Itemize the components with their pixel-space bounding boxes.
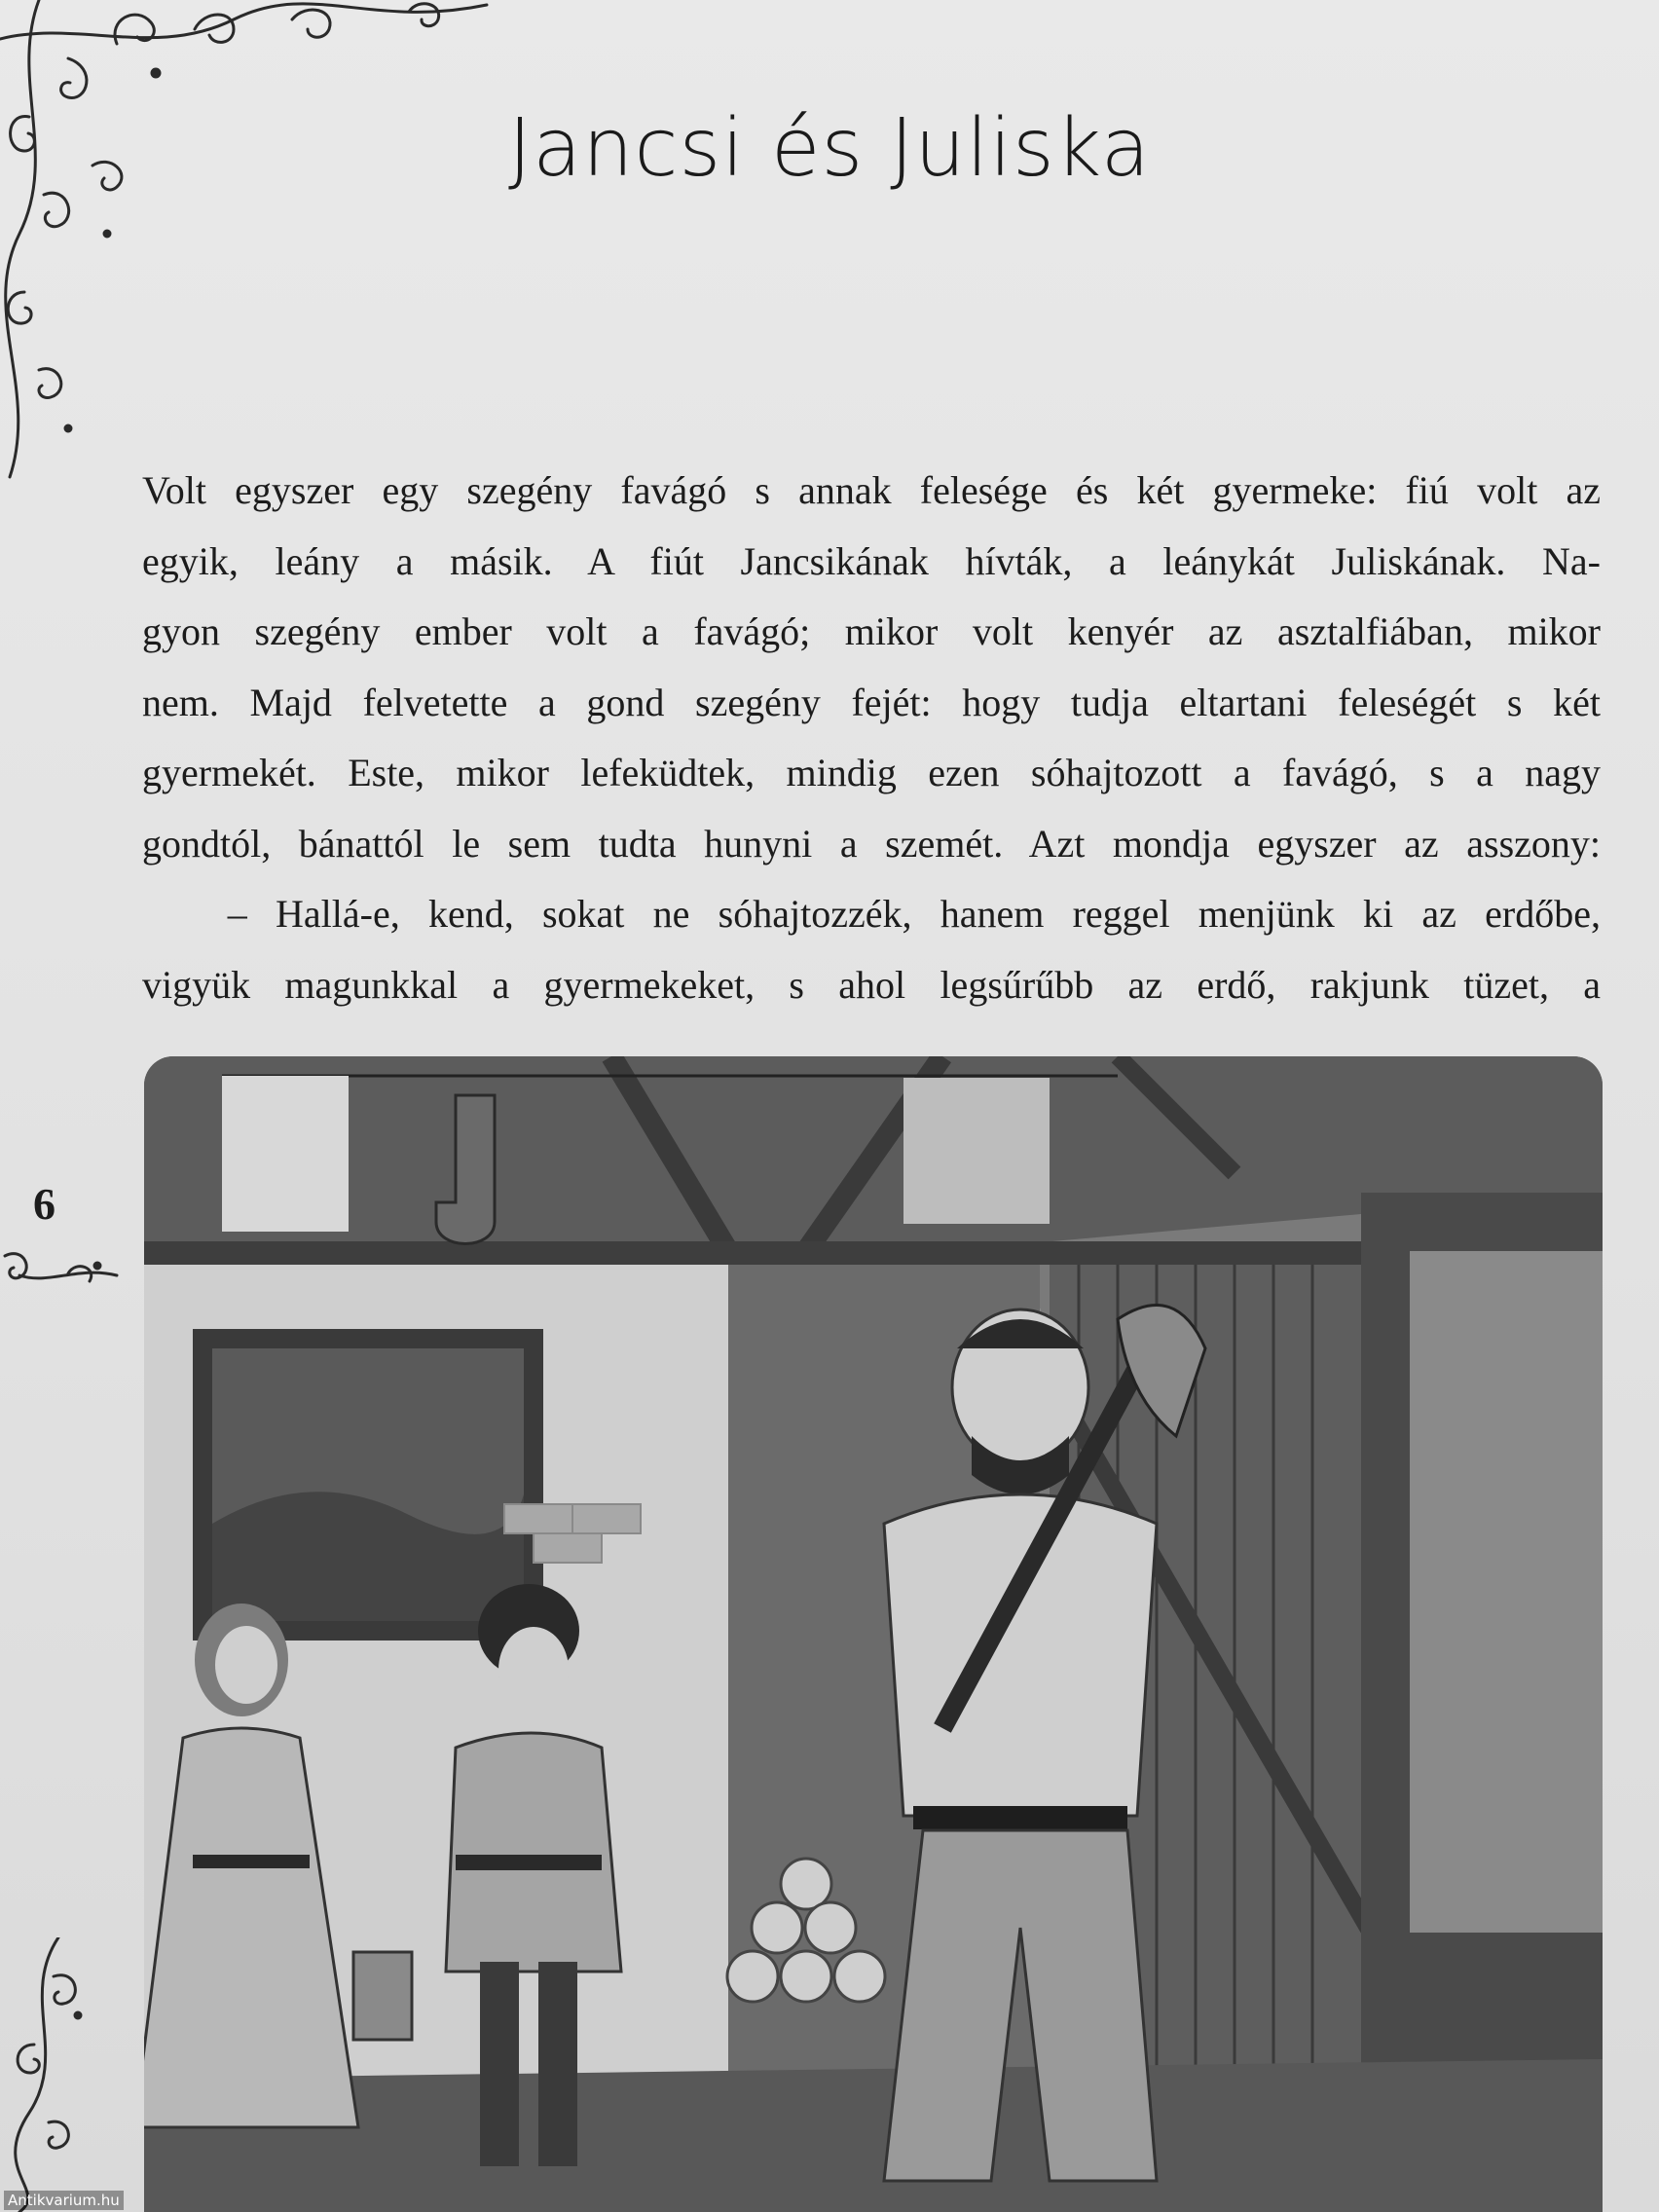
text-line: gyermekét. Este, mikor lefeküdtek, mindig ezen sóhajtozott a favágó, s a nagy — [142, 751, 1601, 794]
bottom-left-floral-ornament — [0, 1937, 107, 2212]
text-line: vigyük magunkkal a gyermekeket, s ahol legsűrűbb az erdő, rakjunk tüzet, a — [142, 962, 1601, 1007]
page-number: 6 — [33, 1179, 55, 1229]
text-line: gondtól, bánattól le sem tudta hunyni a szemét. Azt mondja egyszer az asszony: — [142, 821, 1601, 866]
side-swirl-ornament — [0, 1236, 122, 1314]
top-left-floral-ornament — [0, 0, 506, 487]
text-line: nem. Majd felvetette a gond szegény fejét: hogy tudja eltartani feleségét s két — [142, 680, 1601, 724]
text-line: egyik, leány a másik. A fiút Jancsikának hívták, a leánykát Juliskának. Na- — [142, 538, 1601, 583]
text-line: gyon szegény ember volt a favágó; mikor volt kenyér az asztalfiában, mikor — [142, 609, 1601, 653]
story-title: Jancsi és Juliska — [507, 102, 1152, 195]
watermark: Antikvarium.hu — [4, 2191, 124, 2210]
story-illustration — [144, 1056, 1603, 2212]
text-line: – Hallá-e, kend, sokat ne sóhajtozzék, hanem reggel menjünk ki az erdőbe, — [142, 892, 1601, 936]
story-text — [142, 456, 1601, 1020]
text-line: Volt egyszer egy szegény favágó s annak felesége és két gyermeke: fiú volt az — [142, 468, 1601, 512]
